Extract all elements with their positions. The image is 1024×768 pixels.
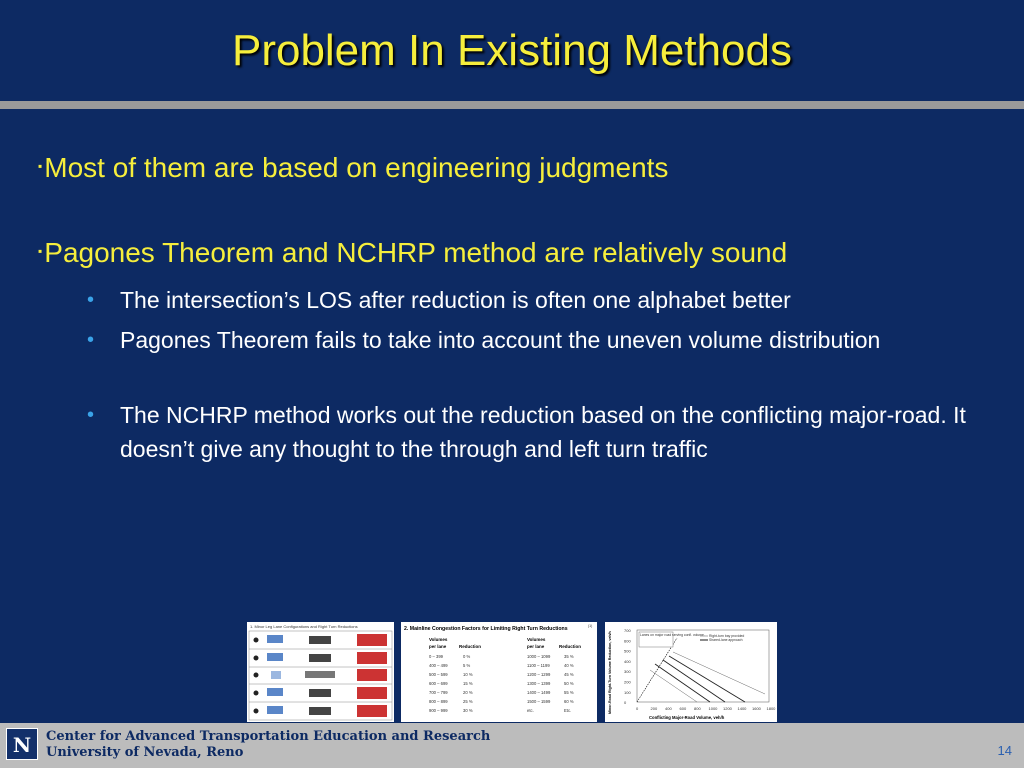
- title-divider: [0, 101, 1024, 109]
- fig2-right-reduction: 45 %: [564, 672, 574, 677]
- fig2-left-volume: 500 – 599: [429, 672, 448, 677]
- fig3-x-label: Conflicting Major-Road Volume, veh/h: [649, 715, 725, 720]
- slide-title: Problem In Existing Methods: [231, 26, 793, 75]
- footer-organization: [46, 729, 490, 761]
- fig3-x-tick: 200: [650, 706, 658, 711]
- fig2-col-volumes-right: Volumes: [527, 637, 546, 642]
- fig2-left-volume: 400 – 499: [429, 663, 448, 668]
- bullet-2: [38, 237, 787, 269]
- fig3-legend-box: Lanes on major road serving confl. volume.: [640, 633, 705, 637]
- subbullet-2-text: Pagones Theorem fails to take into account the uneven volume distribution: [120, 327, 881, 353]
- university-logo: N: [6, 728, 38, 760]
- fig2-left-reduction: 20 %: [463, 690, 473, 695]
- fig2-left-reduction: 5 %: [463, 663, 471, 668]
- fig3-y-tick: 0: [624, 700, 627, 706]
- dot-bullet-icon: •: [87, 329, 95, 351]
- square-bullet-icon: ▪: [38, 244, 43, 258]
- fig2-right-volume: 1000 – 1099: [527, 654, 551, 659]
- fig3-y-tick: 100: [624, 689, 631, 695]
- fig3-legend-solid: Right-turn bay provided: [709, 634, 745, 638]
- dot-bullet-icon: •: [87, 289, 95, 311]
- fig2-left-volume: 700 – 799: [429, 690, 448, 695]
- fig3-y-tick: 600: [624, 638, 631, 644]
- fig2-left-reduction: 30 %: [463, 708, 473, 713]
- fig3-x-tick: 800: [694, 706, 701, 711]
- subbullet-1-text: The intersection’s LOS after reduction is often one alphabet better: [120, 287, 791, 313]
- bullet-1-text: Most of them are based on engineering judgments: [44, 152, 669, 183]
- bullet-1: [38, 152, 668, 184]
- fig3-y-tick: 700: [624, 628, 631, 633]
- footer-line-2: University of Nevada, Reno: [46, 745, 244, 760]
- fig2-superscript: (1): [588, 624, 593, 628]
- fig2-right-volume: 1500 – 1599: [527, 699, 551, 704]
- fig2-col-reduction-left: Reduction: [459, 644, 481, 649]
- fig2-col-perlane-right: per lane: [527, 644, 545, 649]
- fig2-right-volume: 1400 – 1499: [527, 690, 551, 695]
- subbullet-2: [87, 323, 1000, 357]
- fig2-col-reduction-right: Reduction: [559, 644, 581, 649]
- fig2-right-volume: etc.: [527, 708, 534, 713]
- square-bullet-icon: ▪: [38, 159, 43, 173]
- fig3-x-tick: 1800: [766, 706, 776, 711]
- subbullet-3: [87, 398, 1000, 466]
- fig3-x-tick: 1200: [723, 706, 732, 711]
- fig2-right-reduction: 60 %: [564, 699, 574, 704]
- fig3-x-tick: 1400: [737, 706, 747, 711]
- fig3-x-tick: 1000: [708, 706, 718, 711]
- fig3-x-tick: 1600: [752, 706, 761, 711]
- fig3-x-tick: 0: [636, 706, 639, 711]
- subbullet-3-text: The NCHRP method works out the reduction based on the conflicting major-road. It doesn’t give any thought to the through and left turn traffic: [120, 402, 966, 462]
- fig2-left-reduction: 0 %: [463, 654, 471, 659]
- fig2-left-reduction: 15 %: [463, 681, 473, 686]
- fig2-right-volume: 1100 – 1199: [527, 663, 550, 668]
- fig3-y-tick: 300: [624, 669, 631, 675]
- fig3-x-tick: 400: [665, 706, 672, 711]
- fig2-col-volumes-left: Volumes: [429, 637, 448, 642]
- fig3-y-label: Minor-Road Right-Turn Volume Reduction, veh/h: [608, 631, 612, 714]
- fig2-right-volume: 1300 – 1399: [527, 681, 551, 686]
- bullet-2-text: Pagones Theorem and NCHRP method are relatively sound: [44, 237, 788, 268]
- fig2-left-volume: 600 – 699: [429, 681, 448, 686]
- fig2-left-volume: 900 – 999: [429, 708, 448, 713]
- fig3-y-tick: 200: [624, 679, 631, 685]
- footer-line-1: Center for Advanced Transportation Education and Research: [46, 729, 491, 744]
- fig2-col-perlane-left: per lane: [429, 644, 447, 649]
- fig1-title: 1. Minor Leg Lane Configurations and Right Turn Reductions: [250, 624, 358, 629]
- figure-reduction-chart: [605, 622, 777, 722]
- fig2-right-reduction: 55 %: [564, 690, 574, 695]
- fig2-right-reduction: 35 %: [564, 654, 574, 659]
- subbullet-1: [87, 283, 1000, 317]
- fig2-right-reduction: Etc.: [564, 708, 572, 713]
- fig2-left-reduction: 25 %: [463, 699, 473, 704]
- fig2-right-reduction: 40 %: [564, 663, 574, 668]
- fig3-x-tick: 600: [679, 706, 687, 711]
- fig2-right-reduction: 50 %: [564, 681, 574, 686]
- fig2-left-reduction: 10 %: [463, 672, 473, 677]
- fig2-left-volume: 800 – 899: [429, 699, 448, 704]
- dot-bullet-icon: •: [87, 404, 95, 426]
- fig2-right-volume: 1200 – 1299: [527, 672, 551, 677]
- fig3-y-tick: 500: [624, 648, 631, 654]
- fig2-left-volume: 0 – 399: [429, 654, 443, 659]
- figure-congestion-factors: [401, 622, 597, 722]
- fig2-title: 2. Mainline Congestion Factors for Limiting Right Turn Reductions: [404, 626, 568, 632]
- page-number: 14: [997, 743, 1012, 758]
- fig3-legend-dashed: Shared-lane approach: [709, 638, 743, 642]
- figure-lane-configurations: [247, 622, 394, 722]
- fig3-y-tick: 400: [624, 658, 631, 664]
